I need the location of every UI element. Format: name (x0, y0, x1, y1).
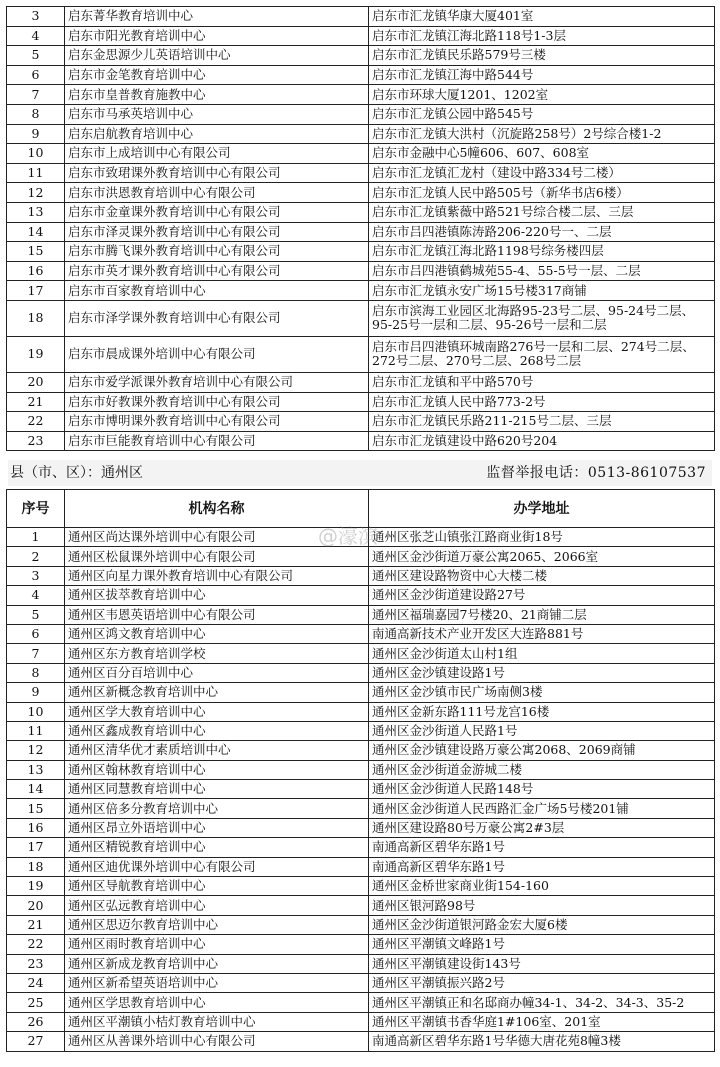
serial-cell: 19 (7, 877, 65, 896)
institution-name-cell: 通州区迪优课外培训中心有限公司 (65, 857, 369, 876)
table-row (7, 202, 715, 222)
table-row (7, 7, 715, 27)
serial-cell: 8 (7, 663, 65, 682)
address-cell: 通州区金沙街道人民路148号 (369, 780, 715, 799)
serial-cell: 2 (7, 547, 65, 566)
table-row (7, 1012, 715, 1031)
serial-cell: 24 (7, 973, 65, 992)
table-row (7, 566, 715, 585)
table-row (7, 528, 715, 547)
address-cell: 启东市汇龙镇建设中路620号204 (369, 431, 715, 451)
table-row (7, 741, 715, 760)
institution-name-cell: 通州区思迈尔教育培训中心 (65, 915, 369, 934)
serial-cell: 21 (7, 392, 65, 412)
serial-cell: 15 (7, 242, 65, 262)
serial-cell: 16 (7, 818, 65, 837)
address-cell: 启东市汇龙镇江海北路118号1-3层 (369, 26, 715, 46)
serial-cell: 4 (7, 586, 65, 605)
institution-name-cell: 启东市博明课外教育培训中心有限公司 (65, 412, 369, 432)
table-row (7, 663, 715, 682)
institution-name-cell: 启东市金笔教育培训中心 (65, 65, 369, 85)
hotline-label: 监督举报电话：0513-86107537 (486, 465, 706, 481)
table-row (7, 547, 715, 566)
serial-cell: 7 (7, 85, 65, 105)
serial-cell: 11 (7, 721, 65, 740)
table-row (7, 392, 715, 412)
institution-name-cell: 启东市阳光教育培训中心 (65, 26, 369, 46)
table-row (7, 644, 715, 663)
table-row (7, 104, 715, 124)
table-row (7, 372, 715, 392)
serial-cell: 27 (7, 1032, 65, 1051)
institution-name-cell: 通州区向星力课外教育培训中心有限公司 (65, 566, 369, 585)
institution-name-cell: 通州区学思教育培训中心 (65, 993, 369, 1012)
address-cell: 启东市汇龙镇民乐路579号三楼 (369, 46, 715, 66)
institution-name-cell: 启东市致珺课外教育培训中心有限公司 (65, 163, 369, 183)
address-cell: 通州区金沙街道银河路金宏大厦6楼 (369, 915, 715, 934)
address-cell: 通州区金沙街道太山村1组 (369, 644, 715, 663)
table-row (7, 431, 715, 451)
table-row (7, 896, 715, 915)
institution-name-cell: 通州区鑫成教育培训中心 (65, 721, 369, 740)
institution-name-cell: 启东市金童课外教育培训中心有限公司 (65, 202, 369, 222)
serial-cell: 5 (7, 46, 65, 66)
serial-cell: 6 (7, 65, 65, 85)
table-row (7, 163, 715, 183)
institution-name-cell: 通州区雨时教育培训中心 (65, 935, 369, 954)
address-cell: 启东市汇龙镇汇龙村（建设中路334号二楼） (369, 163, 715, 183)
address-cell: 通州区建设路物资中心大楼二楼 (369, 566, 715, 585)
table-row (7, 412, 715, 432)
header-serial: 序号 (7, 490, 65, 528)
serial-cell: 8 (7, 104, 65, 124)
table-row (7, 144, 715, 164)
institution-name-cell: 通州区倍多分教育培训中心 (65, 799, 369, 818)
address-cell: 通州区金沙街道金游城二楼 (369, 760, 715, 779)
serial-cell: 13 (7, 202, 65, 222)
institution-name-cell: 通州区导航教育培训中心 (65, 877, 369, 896)
address-cell: 南通高新技术产业开发区大连路881号 (369, 624, 715, 643)
serial-cell: 12 (7, 183, 65, 203)
address-cell: 启东市吕四港镇鹤城苑55-4、55-5号一层、二层 (369, 261, 715, 281)
institution-name-cell: 启东市百家教育培训中心 (65, 281, 369, 301)
institution-name-cell: 启东市爱学派课外教育培训中心有限公司 (65, 372, 369, 392)
address-cell: 启东市汇龙镇公园中路545号 (369, 104, 715, 124)
serial-cell: 17 (7, 281, 65, 301)
institution-name-cell: 通州区同慧教育培训中心 (65, 780, 369, 799)
address-cell: 启东市吕四港镇环城南路276号一层和二层、274号二层、272号二层、270号二层、268号二层 (369, 336, 715, 372)
table-row (7, 935, 715, 954)
address-cell: 通州区金桥世家商业街154-160 (369, 877, 715, 896)
institution-name-cell: 启东金思源少儿英语培训中心 (65, 46, 369, 66)
table-row (7, 973, 715, 992)
tongzhou-institution-table (6, 489, 715, 1052)
serial-cell: 26 (7, 1012, 65, 1031)
table-row (7, 46, 715, 66)
table-row (7, 624, 715, 643)
institution-name-cell: 通州区翰林教育培训中心 (65, 760, 369, 779)
institution-name-cell: 通州区拔萃教育培训中心 (65, 586, 369, 605)
institution-name-cell: 通州区弘远教育培训中心 (65, 896, 369, 915)
serial-cell: 10 (7, 144, 65, 164)
table-row (7, 799, 715, 818)
institution-name-cell: 启东市马承英培训中心 (65, 104, 369, 124)
institution-name-cell: 启东市泽学课外教育培训中心有限公司 (65, 300, 369, 336)
institution-name-cell: 启东市皇普教育施教中心 (65, 85, 369, 105)
address-cell: 南通高新区碧华东路1号 (369, 857, 715, 876)
table-row (7, 915, 715, 934)
address-cell: 启东市汇龙镇民乐路211-215号二层、三层 (369, 412, 715, 432)
county-label: 县（市、区）：通州区 (10, 465, 143, 481)
institution-name-cell: 启东市上成培训中心有限公司 (65, 144, 369, 164)
address-cell: 通州区平潮镇文峰路1号 (369, 935, 715, 954)
address-cell: 通州区张芝山镇张江路商业街18号 (369, 528, 715, 547)
table-row (7, 242, 715, 262)
address-cell: 启东市汇龙镇江海北路1198号综务楼四层 (369, 242, 715, 262)
serial-cell: 22 (7, 412, 65, 432)
institution-name-cell: 通州区平潮镇小桔灯教育培训中心 (65, 1012, 369, 1031)
address-cell: 通州区平潮镇振兴路2号 (369, 973, 715, 992)
table-row (7, 683, 715, 702)
address-cell: 通州区银河路98号 (369, 896, 715, 915)
serial-cell: 11 (7, 163, 65, 183)
table-row (7, 281, 715, 301)
serial-cell: 16 (7, 261, 65, 281)
institution-name-cell: 启东菁华教育培训中心 (65, 7, 369, 27)
address-cell: 启东市汇龙镇永安广场15号楼317商铺 (369, 281, 715, 301)
address-cell: 启东市汇龙镇大洪村（沉旋路258号）2号综合楼1-2 (369, 124, 715, 144)
address-cell: 通州区建设路80号万豪公寓2#3层 (369, 818, 715, 837)
address-cell: 通州区金沙镇市民广场南侧3楼 (369, 683, 715, 702)
table-row (7, 877, 715, 896)
address-cell: 启东市汇龙镇人民中路505号（新华书店6楼） (369, 183, 715, 203)
address-cell: 启东市汇龙镇华康大厦401室 (369, 7, 715, 27)
serial-cell: 13 (7, 760, 65, 779)
serial-cell: 5 (7, 605, 65, 624)
address-cell: 通州区平潮镇建设街143号 (369, 954, 715, 973)
serial-cell: 10 (7, 702, 65, 721)
address-cell: 通州区金沙街道建设路27号 (369, 586, 715, 605)
serial-cell: 18 (7, 300, 65, 336)
address-cell: 启东市汇龙镇人民中路773-2号 (369, 392, 715, 412)
serial-cell: 9 (7, 683, 65, 702)
address-cell: 通州区平潮镇书香华庭1#106室、201室 (369, 1012, 715, 1031)
institution-name-cell: 通州区百分百培训中心 (65, 663, 369, 682)
institution-name-cell: 启东市泽灵课外教育培训中心有限公司 (65, 222, 369, 242)
table-header-row (7, 490, 715, 528)
institution-name-cell: 启东市腾飞课外教育培训中心有限公司 (65, 242, 369, 262)
header-address: 办学地址 (369, 490, 715, 528)
table-row (7, 818, 715, 837)
serial-cell: 25 (7, 993, 65, 1012)
table-row (7, 954, 715, 973)
table-row (7, 857, 715, 876)
institution-name-cell: 通州区鸿文教育培训中心 (65, 624, 369, 643)
address-cell: 通州区金沙街道人民路1号 (369, 721, 715, 740)
serial-cell: 22 (7, 935, 65, 954)
table-row (7, 780, 715, 799)
serial-cell: 19 (7, 336, 65, 372)
institution-name-cell: 通州区新希望英语培训中心 (65, 973, 369, 992)
address-cell: 启东市吕四港镇陈涛路206-220号一、二层 (369, 222, 715, 242)
institution-name-cell: 启东市晨成课外培训中心有限公司 (65, 336, 369, 372)
institution-name-cell: 通州区昂立外语培训中心 (65, 818, 369, 837)
serial-cell: 23 (7, 954, 65, 973)
institution-name-cell: 通州区清华优才素质培训中心 (65, 741, 369, 760)
table-row (7, 124, 715, 144)
serial-cell: 18 (7, 857, 65, 876)
serial-cell: 1 (7, 528, 65, 547)
watermark: @濠滨 (318, 524, 378, 548)
table-row (7, 183, 715, 203)
address-cell: 南通高新区碧华东路1号 (369, 838, 715, 857)
address-cell: 启东市汇龙镇紫薇中路521号综合楼二层、三层 (369, 202, 715, 222)
address-cell: 通州区金沙镇建设路1号 (369, 663, 715, 682)
header-name: 机构名称 (65, 490, 369, 528)
table-row (7, 300, 715, 336)
table-row (7, 702, 715, 721)
table-row (7, 721, 715, 740)
address-cell: 通州区金沙街道人民西路汇金广场5号楼201铺 (369, 799, 715, 818)
institution-name-cell: 通州区新概念教育培训中心 (65, 683, 369, 702)
institution-name-cell: 启东市英才课外教育培训中心有限公司 (65, 261, 369, 281)
table-row (7, 26, 715, 46)
serial-cell: 15 (7, 799, 65, 818)
serial-cell: 20 (7, 372, 65, 392)
address-cell: 启东市环球大厦1201、1202室 (369, 85, 715, 105)
serial-cell: 6 (7, 624, 65, 643)
serial-cell: 7 (7, 644, 65, 663)
institution-name-cell: 通州区精锐教育培训中心 (65, 838, 369, 857)
institution-name-cell: 通州区新成龙教育培训中心 (65, 954, 369, 973)
serial-cell: 21 (7, 915, 65, 934)
serial-cell: 23 (7, 431, 65, 451)
institution-name-cell: 启东市洪恩教育培训中心有限公司 (65, 183, 369, 203)
institution-name-cell: 启东市好教课外教育培训中心有限公司 (65, 392, 369, 412)
institution-name-cell: 通州区松鼠课外培训中心有限公司 (65, 547, 369, 566)
address-cell: 通州区平潮镇正和名邸商办幢34-1、34-2、34-3、35-2 (369, 993, 715, 1012)
address-cell: 启东市滨海工业园区北海路95-23号二层、95-24号二层、95-25号一层和二层、95-26号一层和二层 (369, 300, 715, 336)
institution-name-cell: 通州区韦恩英语培训中心有限公司 (65, 605, 369, 624)
table-row (7, 605, 715, 624)
table-row (7, 760, 715, 779)
serial-cell: 3 (7, 7, 65, 27)
district-header (8, 460, 712, 486)
table-row (7, 586, 715, 605)
institution-name-cell: 启东启航教育培训中心 (65, 124, 369, 144)
table-row (7, 1032, 715, 1051)
address-cell: 南通高新区碧华东路1号华德大唐花苑8幢3楼 (369, 1032, 715, 1051)
institution-name-cell: 通州区尚达课外培训中心有限公司 (65, 528, 369, 547)
address-cell: 启东市金融中心5幢606、607、608室 (369, 144, 715, 164)
address-cell: 通州区福瑞嘉园7号楼20、21商铺二层 (369, 605, 715, 624)
serial-cell: 17 (7, 838, 65, 857)
table-row (7, 993, 715, 1012)
table-row (7, 222, 715, 242)
address-cell: 启东市汇龙镇江海中路544号 (369, 65, 715, 85)
serial-cell: 9 (7, 124, 65, 144)
serial-cell: 14 (7, 222, 65, 242)
address-cell: 通州区金新东路111号龙宫16楼 (369, 702, 715, 721)
table-row (7, 65, 715, 85)
address-cell: 通州区金沙镇建设路万豪公寓2068、2069商铺 (369, 741, 715, 760)
table-row (7, 838, 715, 857)
serial-cell: 12 (7, 741, 65, 760)
serial-cell: 4 (7, 26, 65, 46)
institution-name-cell: 启东市巨能教育培训中心有限公司 (65, 431, 369, 451)
institution-name-cell: 通州区东方教育培训学校 (65, 644, 369, 663)
institution-name-cell: 通州区从善课外培训中心有限公司 (65, 1032, 369, 1051)
table-row (7, 85, 715, 105)
address-cell: 通州区金沙街道万豪公寓2065、2066室 (369, 547, 715, 566)
institution-name-cell: 通州区学大教育培训中心 (65, 702, 369, 721)
qidong-institution-table (6, 6, 715, 451)
serial-cell: 14 (7, 780, 65, 799)
address-cell: 启东市汇龙镇和平中路570号 (369, 372, 715, 392)
serial-cell: 3 (7, 566, 65, 585)
table-row (7, 336, 715, 372)
table-row (7, 261, 715, 281)
serial-cell: 20 (7, 896, 65, 915)
